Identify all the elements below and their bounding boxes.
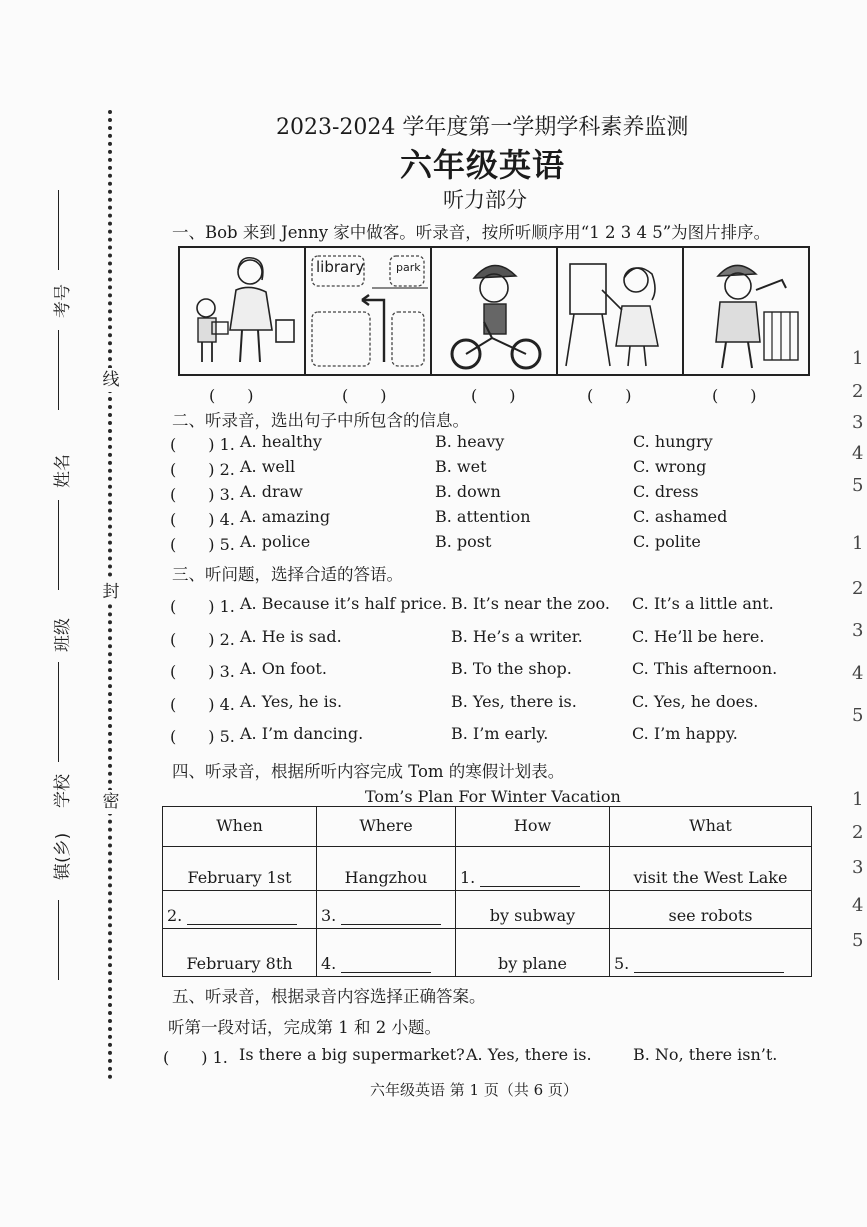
section3-question-3: [170, 659, 810, 683]
section2-heading: 二、听录音，选出句子中所包含的信息。: [172, 411, 469, 430]
option-c[interactable]: C. He’ll be here.: [632, 626, 765, 646]
option-a[interactable]: A. healthy: [240, 432, 322, 451]
picture-map: [306, 248, 432, 374]
exam-title: 2023-2024 学年度第一学期学科素养监测: [276, 115, 689, 140]
banji-label: 班级: [53, 618, 73, 652]
question-number[interactable]: ( ) 4.: [170, 694, 235, 714]
option-c[interactable]: C. wrong: [633, 457, 707, 476]
option-b[interactable]: B. wet: [435, 457, 487, 476]
picture-girl-painting: [558, 248, 684, 374]
binding-mark-mi: 密: [100, 790, 122, 814]
stray-number: 1: [852, 533, 864, 554]
question-number[interactable]: ( ) 1.: [170, 597, 235, 616]
plan-blank-3[interactable]: 3.: [317, 891, 456, 929]
question-number[interactable]: ( ) 3.: [170, 485, 235, 504]
option-b[interactable]: B. heavy: [435, 432, 505, 451]
option-a[interactable]: A. On foot.: [240, 659, 327, 678]
section5-heading: 五、听录音，根据录音内容选择正确答案。: [172, 987, 486, 1006]
answer-paren-1[interactable]: ( ): [209, 386, 254, 405]
stray-number: 2: [852, 381, 864, 402]
plan-table-title: Tom’s Plan For Winter Vacation: [365, 787, 621, 806]
section2-question-2: [170, 457, 810, 481]
section2-question-4: [170, 507, 810, 531]
kaohao-label: 考号: [53, 284, 73, 318]
plan-header-when: When: [163, 807, 317, 847]
picture-boy-on-bike: [432, 248, 558, 374]
question-number[interactable]: ( ) 1.: [170, 435, 235, 454]
plan-blank-5[interactable]: 5.: [610, 929, 812, 977]
section2-question-3: [170, 482, 810, 506]
plan-cell: Hangzhou: [317, 847, 456, 891]
section1-heading: 一、Bob 来到 Jenny 家中做客。听录音，按所听顺序用“1 2 3 4 5”为图片排序。: [172, 223, 771, 242]
question-number[interactable]: ( ) 5.: [170, 727, 235, 746]
section5-subheading: 听第一段对话，完成第 1 和 2 小题。: [168, 1018, 441, 1037]
plan-header-how: How: [456, 807, 610, 847]
question-number[interactable]: ( ) 4.: [170, 510, 235, 529]
option-a[interactable]: A. amazing: [240, 507, 331, 526]
section5-question-1: [163, 1045, 803, 1069]
picture-worker: [684, 248, 808, 374]
stray-number: 4: [852, 443, 864, 464]
picture-mother-and-boy: [180, 248, 306, 374]
plan-cell: February 8th: [163, 929, 317, 977]
option-c[interactable]: C. hungry: [633, 432, 713, 451]
exam-subject: 六年级英语: [400, 146, 566, 184]
map-label-library: library: [316, 258, 365, 276]
section3-question-1: [170, 594, 810, 618]
stray-number: 2: [852, 578, 864, 599]
option-a[interactable]: A. police: [240, 532, 311, 551]
section3-question-5: [170, 724, 810, 748]
section3-heading: 三、听问题，选择合适的答语。: [172, 565, 403, 584]
option-c[interactable]: C. I’m happy.: [632, 724, 738, 743]
option-c[interactable]: C. dress: [633, 482, 699, 501]
option-b[interactable]: B. To the shop.: [451, 659, 572, 678]
section4-heading: 四、听录音，根据所听内容完成 Tom 的寒假计划表。: [172, 762, 565, 781]
option-b[interactable]: B. I’m early.: [451, 724, 549, 743]
xingming-label: 姓名: [53, 454, 73, 488]
option-a[interactable]: A. Yes, he is.: [240, 691, 343, 711]
plan-cell: by plane: [456, 929, 610, 977]
question-number[interactable]: ( ) 1.: [163, 1048, 228, 1067]
xingming-line: [58, 330, 59, 410]
option-c[interactable]: C. polite: [633, 532, 701, 551]
plan-table: [162, 806, 812, 977]
option-b[interactable]: B. He’s a writer.: [451, 626, 583, 646]
xuexiao-label: 学校: [53, 774, 73, 808]
stray-number: 5: [852, 930, 864, 951]
zhen-line: [58, 900, 59, 980]
answer-paren-5[interactable]: ( ): [712, 386, 757, 405]
answer-paren-3[interactable]: ( ): [471, 386, 516, 405]
option-a[interactable]: A. I’m dancing.: [240, 724, 364, 743]
stray-number: 1: [852, 789, 864, 810]
plan-cell: by subway: [456, 891, 610, 929]
stray-number: 2: [852, 822, 864, 843]
option-b[interactable]: B. post: [435, 532, 492, 551]
question-number[interactable]: ( ) 5.: [170, 535, 235, 554]
option-c[interactable]: C. Yes, he does.: [632, 691, 759, 711]
option-b[interactable]: B. down: [435, 482, 501, 501]
option-a[interactable]: A. Yes, there is.: [466, 1045, 592, 1064]
xuexiao-line: [58, 662, 59, 762]
option-b[interactable]: B. No, there isn’t.: [633, 1045, 778, 1064]
plan-blank-2[interactable]: 2.: [163, 891, 317, 929]
option-c[interactable]: C. ashamed: [633, 507, 728, 526]
option-a[interactable]: A. He is sad.: [240, 626, 342, 646]
option-b[interactable]: B. Yes, there is.: [451, 691, 577, 711]
section3-question-4: [170, 692, 810, 716]
kaohao-line: [58, 190, 59, 270]
question-number[interactable]: ( ) 3.: [170, 662, 235, 681]
section2-question-5: [170, 532, 810, 556]
zhen-label: 镇(乡): [53, 832, 73, 880]
stray-number: 5: [852, 475, 864, 496]
option-b[interactable]: B. attention: [435, 507, 531, 526]
stray-number: 5: [852, 705, 864, 726]
plan-header-where: Where: [317, 807, 456, 847]
option-b[interactable]: B. It’s near the zoo.: [451, 594, 610, 613]
stray-number: 4: [852, 663, 864, 684]
question-number[interactable]: ( ) 2.: [170, 460, 235, 479]
plan-blank-4[interactable]: 4.: [317, 929, 456, 977]
map-label-park: park: [396, 261, 421, 274]
option-c[interactable]: C. It’s a little ant.: [632, 594, 774, 613]
binding-mark-xian: 线: [100, 368, 122, 392]
question-number[interactable]: ( ) 2.: [170, 629, 235, 649]
stray-number: 4: [852, 895, 864, 916]
picture-strip: [178, 246, 810, 376]
section2-question-1: [170, 432, 810, 456]
option-a[interactable]: A. Because it’s half price.: [240, 594, 447, 613]
stray-number: 3: [852, 412, 864, 433]
option-a[interactable]: A. draw: [240, 482, 303, 501]
plan-header-what: What: [610, 807, 812, 847]
answer-paren-4[interactable]: ( ): [587, 386, 632, 405]
answer-paren-2[interactable]: ( ): [342, 386, 387, 405]
banji-line: [58, 500, 59, 590]
plan-cell: visit the West Lake: [610, 847, 812, 891]
stray-number: 3: [852, 857, 864, 878]
page-footer: 六年级英语 第 1 页（共 6 页）: [370, 1081, 578, 1099]
option-a[interactable]: A. well: [240, 457, 296, 476]
plan-cell: February 1st: [163, 847, 317, 891]
stray-number: 3: [852, 620, 864, 641]
question-text: Is there a big supermarket?: [239, 1045, 465, 1064]
plan-cell: see robots: [610, 891, 812, 929]
exam-part: 听力部分: [443, 188, 527, 212]
stray-number: 1: [852, 348, 864, 369]
plan-blank-1[interactable]: 1.: [456, 847, 610, 891]
option-c[interactable]: C. This afternoon.: [632, 659, 778, 678]
binding-mark-feng: 封: [100, 580, 122, 604]
section3-question-2: [170, 627, 810, 651]
